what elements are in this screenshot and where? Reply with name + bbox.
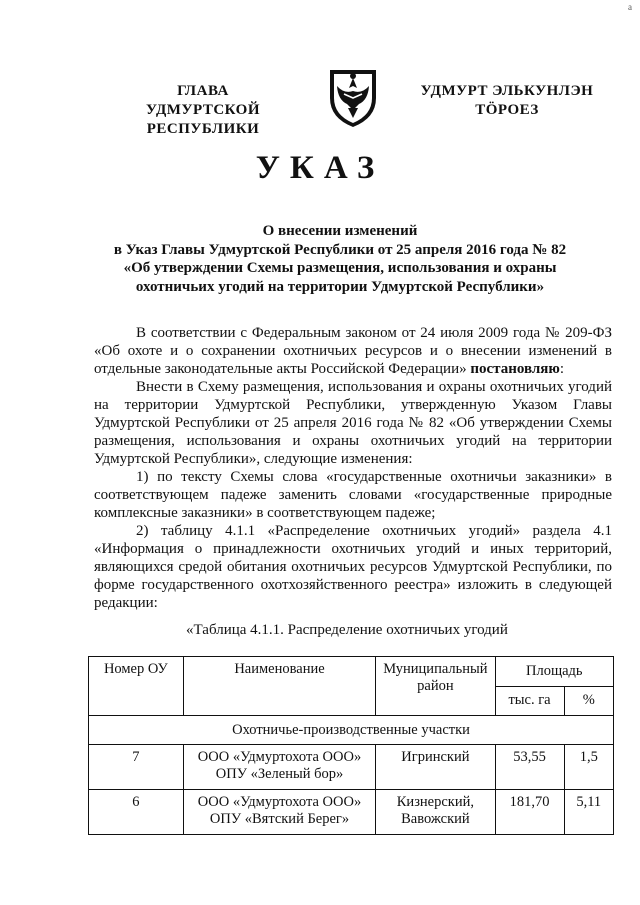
row-name-line2: ОПУ «Зеленый бор» [215,766,344,782]
table-caption: «Таблица 4.1.1. Распределение охотничьих угодий [186,622,508,638]
body-paragraph-2: Внести в Схему размещения, использования и охраны охотничьих угодий на территории Удмуртской Республики, утвержденную Указом Главы Удмуртской Республики от 25 апреля 2016 года № 82 «Об утверждении Схемы размещения, использования и охраны охотничьих угодий на территории Удмуртской Республики», следующие изменения: [94,379,612,467]
row-number: 7 [89,745,184,790]
header-right-line1: УДМУРТ ЭЛЬКУНЛЭН [420,83,594,99]
body-paragraph-3: 1) по тексту Схемы слова «государственные охотничьи заказники» в соответствующем падеже заменить словами «государственные природные комплексные заказники» в соответствующем падеже; [94,469,612,521]
row-number: 6 [89,790,184,835]
document-title: УКАЗ [255,150,385,186]
table-section-row [89,716,614,745]
row-area-pct: 5,11 [564,790,613,835]
distribution-table [88,656,614,835]
p1-decree-word: постановляю [470,361,560,377]
coat-of-arms-emblem-icon [326,64,380,130]
row-area-ha: 181,70 [495,790,564,835]
table-row [89,745,614,790]
row-area-pct: 1,5 [564,745,613,790]
row-district-line1: Игринский [401,749,470,765]
header-area: Площадь [495,657,613,687]
table-header-row [89,657,614,687]
row-name-line1: ООО «Удмуртохота ООО» [197,749,362,765]
row-district [376,790,495,835]
subject-line2: в Указ Главы Удмуртской Республики от 25 апреля 2016 года № 82 [113,241,567,258]
subject-line4: охотничьих угодий на территории Удмуртской Республики» [135,278,545,295]
body-paragraph-4: 2) таблицу 4.1.1 «Распределение охотничьих угодий» раздела 4.1 «Информация о принадлежности охотничьих угодий и иных территорий, являющихся средой обитания охотничьих ресурсов Удмуртской Республики, по форме государственного охотхозяйственного реестра» изложить в следующей редакции: [94,523,612,611]
subject-line1: О внесении изменений [262,223,418,239]
p1-text: В соответствии с Федеральным законом от 24 июля 2009 года № 209-ФЗ «Об охоте и о сохранении охотничьих ресурсов и о внесении изменений в отдельные законодательные акты Российской Федерации» [94,325,612,377]
row-name-line1: ООО «Удмуртохота ООО» [197,794,362,810]
header-district: Муниципальный район [376,657,495,716]
header-right [412,82,602,120]
row-district-line1: Кизнерский, [396,794,474,810]
header-left-line2: УДМУРТСКОЙ РЕСПУБЛИКИ [146,102,260,137]
row-name-line2: ОПУ «Вятский Берег» [209,811,350,827]
header-area-ha: тыс. га [495,686,564,716]
document-header [0,78,640,148]
document-body [94,324,612,612]
row-area-ha: 53,55 [495,745,564,790]
header-left [88,82,318,139]
subject-line3: «Об утверждении Схемы размещения, использования и охраны [123,260,557,276]
row-name [183,790,376,835]
header-right-line2: ТӦРОЕЗ [475,102,539,118]
table-row [89,790,614,835]
section-title: Охотничье-производственные участки [89,716,614,745]
row-name [183,745,376,790]
header-area-pct: % [564,686,613,716]
row-district-line2: Вавожский [401,811,470,827]
header-name: Наименование [183,657,376,716]
header-left-line1: ГЛАВА [177,83,229,99]
header-number: Номер ОУ [89,657,184,716]
row-district [376,745,495,790]
document-subject [60,222,620,296]
page-mark: a [628,2,632,12]
p1-colon: : [559,361,565,377]
body-paragraph-1 [94,324,612,378]
